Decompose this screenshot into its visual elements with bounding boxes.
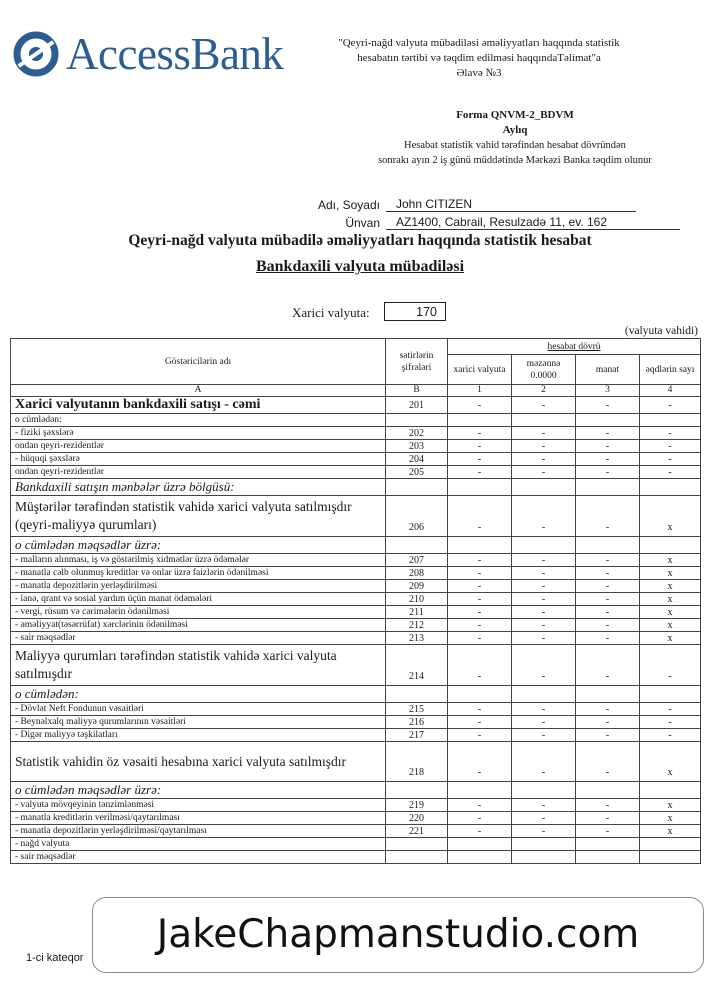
header-reference: [314, 36, 644, 81]
row-deal-count: -: [640, 645, 701, 686]
row-deal-count: x: [640, 580, 701, 593]
row-code: [386, 479, 448, 496]
row-rate: [512, 851, 576, 864]
col-letter: 1: [448, 385, 512, 397]
table-row: [11, 799, 701, 812]
table-row: [11, 729, 701, 742]
row-manat: [576, 537, 640, 554]
row-manat: [576, 838, 640, 851]
header-manat: manat: [576, 355, 640, 385]
table-row: [11, 825, 701, 838]
table-row: [11, 632, 701, 645]
row-deal-count: x: [640, 496, 701, 537]
row-manat: -: [576, 466, 640, 479]
row-manat: -: [576, 645, 640, 686]
row-foreign-currency: -: [448, 427, 512, 440]
row-deal-count: [640, 838, 701, 851]
address-label: Ünvan: [345, 216, 380, 230]
row-name: - sair məqsədlər: [11, 632, 386, 645]
row-manat: -: [576, 703, 640, 716]
table-row: [11, 686, 701, 703]
row-deal-count: -: [640, 427, 701, 440]
row-code: 208: [386, 567, 448, 580]
row-rate: -: [512, 632, 576, 645]
row-code: 215: [386, 703, 448, 716]
row-manat: -: [576, 619, 640, 632]
row-manat: -: [576, 799, 640, 812]
header-period: hesabat dövrü: [448, 339, 701, 355]
row-deal-count: x: [640, 606, 701, 619]
row-manat: [576, 479, 640, 496]
row-deal-count: x: [640, 825, 701, 838]
row-rate: -: [512, 496, 576, 537]
row-manat: -: [576, 427, 640, 440]
row-deal-count: x: [640, 799, 701, 812]
row-name: Xarici valyutanın bankdaxili satışı - cəmi: [11, 397, 386, 414]
row-rate: -: [512, 567, 576, 580]
row-rate: -: [512, 825, 576, 838]
row-name: - nağd valyuta: [11, 838, 386, 851]
row-code: 219: [386, 799, 448, 812]
row-code: 211: [386, 606, 448, 619]
form-instruction-1: Hesabat statistik vahid tərəfindən hesabat dövründən: [404, 140, 626, 151]
row-rate: -: [512, 593, 576, 606]
report-subtitle: Bankdaxili valyuta mübadiləsi: [255, 258, 465, 275]
row-deal-count: [640, 537, 701, 554]
row-name: - manatla cəlb olunmuş kreditlər və onlar üzrə faizlərin ödənilməsi: [11, 567, 386, 580]
col-letter: A: [11, 385, 386, 397]
row-foreign-currency: -: [448, 466, 512, 479]
table-row: [11, 606, 701, 619]
row-foreign-currency: -: [448, 397, 512, 414]
row-rate: -: [512, 729, 576, 742]
header-code: sətirlərin şifrələri: [386, 339, 448, 385]
table-row: [11, 567, 701, 580]
report-title: Qeyri-nağd valyuta mübadilə əməliyyatları haqqında statistik hesabat: [128, 232, 592, 249]
row-name: Müştərilər tərəfindən statistik vahidə xarici valyuta satılmışdır (qeyri-maliyyə qurumları): [11, 496, 386, 537]
row-manat: -: [576, 580, 640, 593]
row-foreign-currency: [448, 686, 512, 703]
row-foreign-currency: -: [448, 742, 512, 782]
row-foreign-currency: -: [448, 567, 512, 580]
row-deal-count: x: [640, 567, 701, 580]
col-letter: B: [386, 385, 448, 397]
row-manat: -: [576, 496, 640, 537]
row-name: - ianə, qrant və sosial yardım üçün manat ödəmələri: [11, 593, 386, 606]
table-row: [11, 479, 701, 496]
table-row: [11, 716, 701, 729]
row-manat: [576, 851, 640, 864]
row-rate: -: [512, 645, 576, 686]
row-manat: -: [576, 554, 640, 567]
table-row: [11, 537, 701, 554]
table-row: [11, 453, 701, 466]
row-rate: -: [512, 799, 576, 812]
row-rate: -: [512, 812, 576, 825]
row-code: [386, 537, 448, 554]
row-deal-count: -: [640, 453, 701, 466]
row-code: 216: [386, 716, 448, 729]
table-row: [11, 619, 701, 632]
row-foreign-currency: -: [448, 799, 512, 812]
form-info: [330, 108, 700, 168]
row-rate: [512, 479, 576, 496]
row-code: 203: [386, 440, 448, 453]
table-row: [11, 838, 701, 851]
row-name: Statistik vahidin öz vəsaiti hesabına xarici valyuta satılmışdır: [11, 742, 386, 782]
row-foreign-currency: -: [448, 703, 512, 716]
row-manat: -: [576, 593, 640, 606]
row-code: 207: [386, 554, 448, 567]
row-name: Bankdaxili satışın mənbələr üzrə bölgüsü:: [11, 479, 386, 496]
table-row: [11, 554, 701, 567]
table-row: [11, 414, 701, 427]
row-manat: -: [576, 812, 640, 825]
row-deal-count: x: [640, 812, 701, 825]
row-foreign-currency: -: [448, 606, 512, 619]
row-manat: [576, 686, 640, 703]
row-deal-count: [640, 782, 701, 799]
row-name: - Digər maliyyə təşkilatları: [11, 729, 386, 742]
col-letter: 2: [512, 385, 576, 397]
row-name: ondan qeyri-rezidentlər: [11, 466, 386, 479]
row-name: - manatla depozitlərin yerləşdirilməsi: [11, 580, 386, 593]
row-deal-count: x: [640, 593, 701, 606]
row-foreign-currency: -: [448, 593, 512, 606]
row-deal-count: x: [640, 619, 701, 632]
row-foreign-currency: -: [448, 716, 512, 729]
table-row: [11, 593, 701, 606]
row-deal-count: -: [640, 729, 701, 742]
table-row: [11, 812, 701, 825]
row-code: 205: [386, 466, 448, 479]
row-foreign-currency: -: [448, 496, 512, 537]
row-code: [386, 414, 448, 427]
row-code: 204: [386, 453, 448, 466]
bank-name: AccessBank: [66, 29, 284, 79]
row-deal-count: -: [640, 466, 701, 479]
form-period: Aylıq: [502, 124, 528, 136]
row-code: 217: [386, 729, 448, 742]
table-row: [11, 397, 701, 414]
row-code: 218: [386, 742, 448, 782]
row-rate: [512, 686, 576, 703]
table-row: [11, 742, 701, 782]
header-foreign-currency: xarici valyuta: [448, 355, 512, 385]
col-letter: 4: [640, 385, 701, 397]
form-code: Forma QNVM-2_BDVM: [456, 109, 574, 121]
row-foreign-currency: -: [448, 825, 512, 838]
row-deal-count: x: [640, 632, 701, 645]
row-rate: -: [512, 440, 576, 453]
row-code: [386, 838, 448, 851]
row-rate: -: [512, 716, 576, 729]
row-manat: -: [576, 606, 640, 619]
row-manat: [576, 782, 640, 799]
table-row: [11, 703, 701, 716]
row-code: 210: [386, 593, 448, 606]
row-manat: -: [576, 567, 640, 580]
header-reference-line-2: hesabatın tərtibi və təqdim edilməsi haqqındaTəlimat"a: [357, 52, 601, 64]
row-deal-count: -: [640, 397, 701, 414]
row-name: - əməliyyat(təsərrüfat) xərclərinin ödənilməsi: [11, 619, 386, 632]
form-instruction-2: sonrakı ayın 2 iş günü müddətində Mərkəzi Banka təqdim olunur: [378, 155, 652, 166]
row-rate: -: [512, 554, 576, 567]
row-rate: [512, 537, 576, 554]
name-value: John CITIZEN: [386, 197, 636, 212]
row-rate: -: [512, 466, 576, 479]
row-rate: -: [512, 427, 576, 440]
row-foreign-currency: -: [448, 580, 512, 593]
row-code: 214: [386, 645, 448, 686]
row-name: - manatla kreditlərin verilməsi/qaytarılması: [11, 812, 386, 825]
row-code: 206: [386, 496, 448, 537]
row-foreign-currency: -: [448, 554, 512, 567]
bank-emblem-icon: [12, 30, 60, 78]
row-deal-count: [640, 686, 701, 703]
report-table: [10, 338, 701, 864]
row-manat: -: [576, 632, 640, 645]
row-foreign-currency: [448, 851, 512, 864]
row-rate: -: [512, 619, 576, 632]
header-reference-line-1: "Qeyri-nağd valyuta mübadiləsi əməliyyatları haqqında statistik: [338, 37, 620, 49]
row-rate: -: [512, 453, 576, 466]
row-manat: [576, 414, 640, 427]
table-row: [11, 851, 701, 864]
row-code: [386, 686, 448, 703]
header-name: Göstəricilərin adı: [11, 339, 386, 385]
row-name: - vergi, rüsum və cərimələrin ödənilməsi: [11, 606, 386, 619]
footnote: 1-ci kateqor: [26, 952, 84, 964]
table-row: [11, 466, 701, 479]
row-foreign-currency: -: [448, 619, 512, 632]
row-deal-count: x: [640, 554, 701, 567]
row-foreign-currency: [448, 479, 512, 496]
header-deal-count: əqdlərin sayı: [640, 355, 701, 385]
row-foreign-currency: -: [448, 645, 512, 686]
table-row: [11, 782, 701, 799]
table-body: [11, 397, 701, 864]
row-rate: [512, 414, 576, 427]
row-code: 201: [386, 397, 448, 414]
row-foreign-currency: -: [448, 812, 512, 825]
row-name: - valyuta mövqeyinin tənzimlənməsi: [11, 799, 386, 812]
row-manat: -: [576, 825, 640, 838]
row-code: 202: [386, 427, 448, 440]
row-rate: [512, 838, 576, 851]
currency-code-box: 170: [384, 302, 446, 321]
row-foreign-currency: [448, 414, 512, 427]
row-foreign-currency: [448, 782, 512, 799]
table-row: [11, 580, 701, 593]
row-manat: -: [576, 453, 640, 466]
row-name: - Dövlət Neft Fondunun vəsaitləri: [11, 703, 386, 716]
row-foreign-currency: -: [448, 729, 512, 742]
row-manat: -: [576, 397, 640, 414]
table-row: [11, 496, 701, 537]
row-deal-count: x: [640, 742, 701, 782]
row-foreign-currency: -: [448, 453, 512, 466]
row-name: Maliyyə qurumları tərəfindən statistik vahidə xarici valyuta satılmışdır: [11, 645, 386, 686]
row-name: - manatla depozitlərin yerləşdirilməsi/qaytarılması: [11, 825, 386, 838]
row-deal-count: -: [640, 440, 701, 453]
unit-note: (valyuta vahidi): [624, 325, 698, 337]
row-code: 212: [386, 619, 448, 632]
row-code: 221: [386, 825, 448, 838]
watermark-banner: JakeChapmanstudio.com: [92, 897, 704, 973]
row-name: - Beynəlxalq maliyyə qurumlarının vəsaitləri: [11, 716, 386, 729]
name-label: Adı, Soyadı: [317, 198, 380, 212]
row-manat: -: [576, 742, 640, 782]
row-name: o cümlədən:: [11, 686, 386, 703]
row-deal-count: [640, 414, 701, 427]
row-foreign-currency: -: [448, 440, 512, 453]
row-code: [386, 851, 448, 864]
row-deal-count: -: [640, 703, 701, 716]
row-rate: [512, 782, 576, 799]
row-name: ondan qeyri-rezidentlər: [11, 440, 386, 453]
row-foreign-currency: [448, 838, 512, 851]
row-rate: -: [512, 397, 576, 414]
header-rate: məzənnə 0.0000: [512, 355, 576, 385]
row-rate: -: [512, 580, 576, 593]
row-manat: -: [576, 729, 640, 742]
row-name: - malların alınması, iş və göstərilmiş xidmətlər üzrə ödəmələr: [11, 554, 386, 567]
row-name: o cümlədən məqsədlər üzrə:: [11, 537, 386, 554]
row-code: 209: [386, 580, 448, 593]
row-name: - fiziki şəxslərə: [11, 427, 386, 440]
row-name: - hüquqi şəxslərə: [11, 453, 386, 466]
col-letter: 3: [576, 385, 640, 397]
table-row: [11, 645, 701, 686]
row-name: o cümlədən:: [11, 414, 386, 427]
row-rate: -: [512, 606, 576, 619]
row-deal-count: -: [640, 716, 701, 729]
row-rate: -: [512, 742, 576, 782]
row-foreign-currency: -: [448, 632, 512, 645]
accessbank-logo: [12, 30, 312, 78]
row-code: 213: [386, 632, 448, 645]
row-name: o cümlədən məqsədlər üzrə:: [11, 782, 386, 799]
header-reference-line-3: Əlavə №3: [456, 67, 502, 79]
row-foreign-currency: [448, 537, 512, 554]
row-manat: -: [576, 716, 640, 729]
address-value: AZ1400, Cabrail, Resulzadə 11, ev. 162: [386, 215, 680, 230]
table-row: [11, 427, 701, 440]
row-deal-count: [640, 851, 701, 864]
row-deal-count: [640, 479, 701, 496]
row-code: [386, 782, 448, 799]
table-row: [11, 440, 701, 453]
currency-label: Xarici valyuta:: [292, 305, 370, 320]
row-manat: -: [576, 440, 640, 453]
row-name: - sair məqsədlər: [11, 851, 386, 864]
row-code: 220: [386, 812, 448, 825]
row-rate: -: [512, 703, 576, 716]
